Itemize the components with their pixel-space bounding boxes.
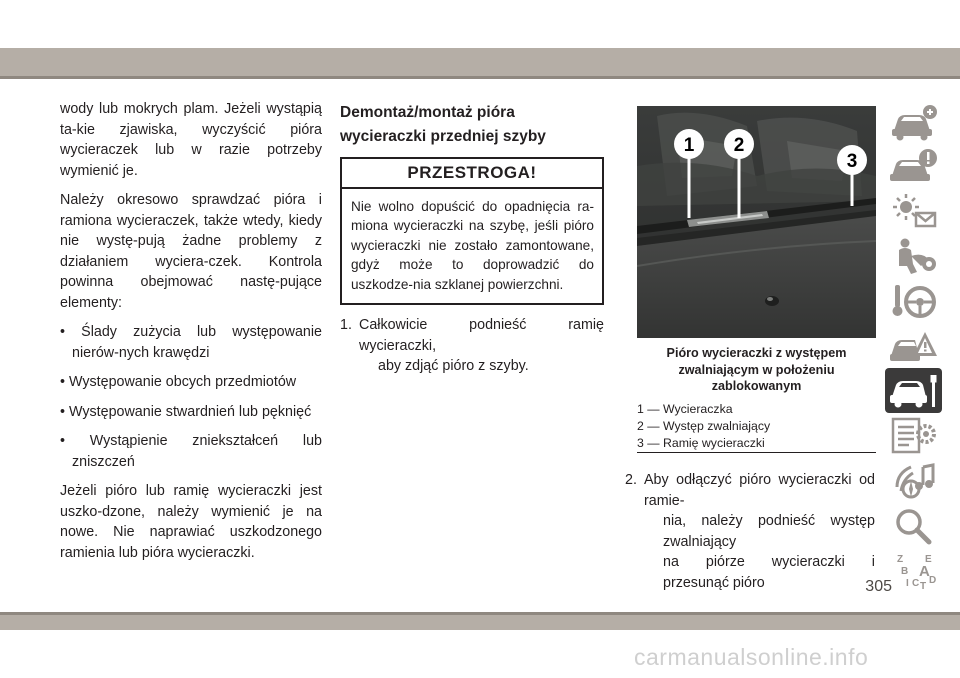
multimedia-icon bbox=[889, 461, 939, 501]
header-band bbox=[0, 48, 960, 76]
steering-wheel-icon bbox=[889, 281, 939, 321]
legend-item: 3 — Ramię wycieraczki bbox=[637, 436, 765, 450]
legend-divider bbox=[637, 452, 876, 453]
inspection-paragraph: Należy okresowo sprawdzać pióra i ramiona wycieraczek, także wtedy, kiedy nie wystę-pują żadne problemy z działaniem wyciera-czek. Kontrola powinna obejmować nastę-pujące elementy: bbox=[60, 192, 322, 311]
tab-car-maintenance[interactable] bbox=[885, 368, 942, 413]
index-letter: Z bbox=[896, 553, 903, 565]
footer-band-line bbox=[0, 612, 960, 615]
tab-roadside-emergency[interactable] bbox=[885, 323, 942, 368]
step-text-continued: aby zdjąć pióro z szyby. bbox=[378, 358, 529, 374]
wiper-photo bbox=[637, 106, 876, 338]
roadside-emergency-icon bbox=[889, 326, 939, 366]
index-letter: I bbox=[905, 577, 909, 589]
callout-3: 3 bbox=[846, 151, 858, 172]
step-text: Aby odłączyć pióro wycieraczki od ramie- bbox=[644, 472, 875, 509]
column-1 bbox=[60, 99, 322, 572]
tab-car-info[interactable] bbox=[885, 100, 942, 145]
replacement-paragraph: Jeżeli pióro lub ramię wycieraczki jest uszko-dzone, należy wymienić je na nowe. Nie naprawiać uszkodzonego ramienia lub pióra wycieraczki. bbox=[60, 483, 322, 561]
bullet-item: • Występowanie obcych przedmiotów bbox=[60, 374, 297, 390]
column-3 bbox=[625, 470, 875, 593]
step-2 bbox=[625, 470, 875, 593]
index-letter: D bbox=[928, 574, 936, 586]
intro-paragraph: wody lub mokrych plam. Jeżeli wystąpią ta-kie zjawiska, wyczyścić pióra wycieraczek lub w razie potrzeby wymienić je. bbox=[60, 101, 322, 179]
tab-dashboard-lights[interactable] bbox=[885, 188, 942, 233]
figure-caption: Pióro wycieraczki z występem zwalniającym w położeniu zablokowanym bbox=[666, 346, 847, 393]
alphabetical-index-icon bbox=[889, 551, 939, 591]
watermark: carmanualsonline.info bbox=[634, 644, 869, 670]
tab-specifications[interactable] bbox=[885, 413, 942, 458]
header-band-line bbox=[0, 76, 960, 79]
index-letter: C bbox=[911, 577, 919, 589]
tab-car-warning[interactable] bbox=[885, 143, 942, 188]
index-letter: T bbox=[919, 580, 926, 591]
step-text-continued: na piórze wycieraczki i przesunąć pióro bbox=[663, 554, 875, 591]
tab-airbag-safety[interactable] bbox=[885, 233, 942, 278]
callout-2: 2 bbox=[733, 135, 745, 156]
caution-text: Nie wolno dopuścić do opadnięcia ra-miona wycieraczki na szybę, jeśli pióro wycieraczki nie zostało zamontowane, gdyż może to doprowadzić do uszkodze-nia szklanej powierzchni. bbox=[351, 198, 594, 292]
callout-1: 1 bbox=[683, 135, 695, 156]
index-letter: E bbox=[924, 553, 932, 565]
figure-legend bbox=[637, 401, 876, 452]
tab-alphabetical-index[interactable] bbox=[885, 548, 942, 593]
caution-title: PRZESTROGA! bbox=[342, 159, 602, 189]
tab-steering-wheel[interactable] bbox=[885, 278, 942, 323]
tab-search[interactable] bbox=[885, 503, 942, 548]
caution-box bbox=[340, 157, 604, 305]
car-info-icon bbox=[889, 103, 939, 143]
airbag-safety-icon bbox=[889, 236, 939, 276]
search-icon bbox=[889, 506, 939, 546]
section-heading: Demontaż/montaż pióra wycieraczki przedniej szyby bbox=[340, 104, 546, 145]
specifications-icon bbox=[889, 416, 939, 456]
column-2 bbox=[340, 101, 604, 377]
step-number: 1. bbox=[340, 317, 352, 333]
page-number: 305 bbox=[865, 578, 892, 595]
step-text: Całkowicie podnieść ramię wycieraczki, bbox=[359, 317, 604, 354]
bullet-item: • Wystąpienie zniekształceń lub zniszczeń bbox=[60, 433, 322, 470]
car-maintenance-icon bbox=[889, 371, 939, 411]
legend-item: 2 — Występ zwalniający bbox=[637, 419, 771, 433]
bullet-item: • Występowanie stwardnień lub pęknięć bbox=[60, 403, 312, 420]
bullet-item: • Ślady zużycia lub występowanie nierów-nych krawędzi bbox=[60, 324, 322, 361]
step-text-continued: nia, należy podnieść występ zwalniający bbox=[663, 513, 875, 550]
index-letter: A bbox=[918, 562, 930, 580]
legend-item: 1 — Wycieraczka bbox=[637, 402, 733, 416]
dashboard-lights-icon bbox=[889, 191, 939, 231]
tab-multimedia[interactable] bbox=[885, 458, 942, 503]
step-1 bbox=[340, 315, 604, 377]
car-warning-icon bbox=[889, 146, 939, 186]
index-letter: B bbox=[900, 565, 908, 577]
step-number: 2. bbox=[625, 472, 637, 488]
